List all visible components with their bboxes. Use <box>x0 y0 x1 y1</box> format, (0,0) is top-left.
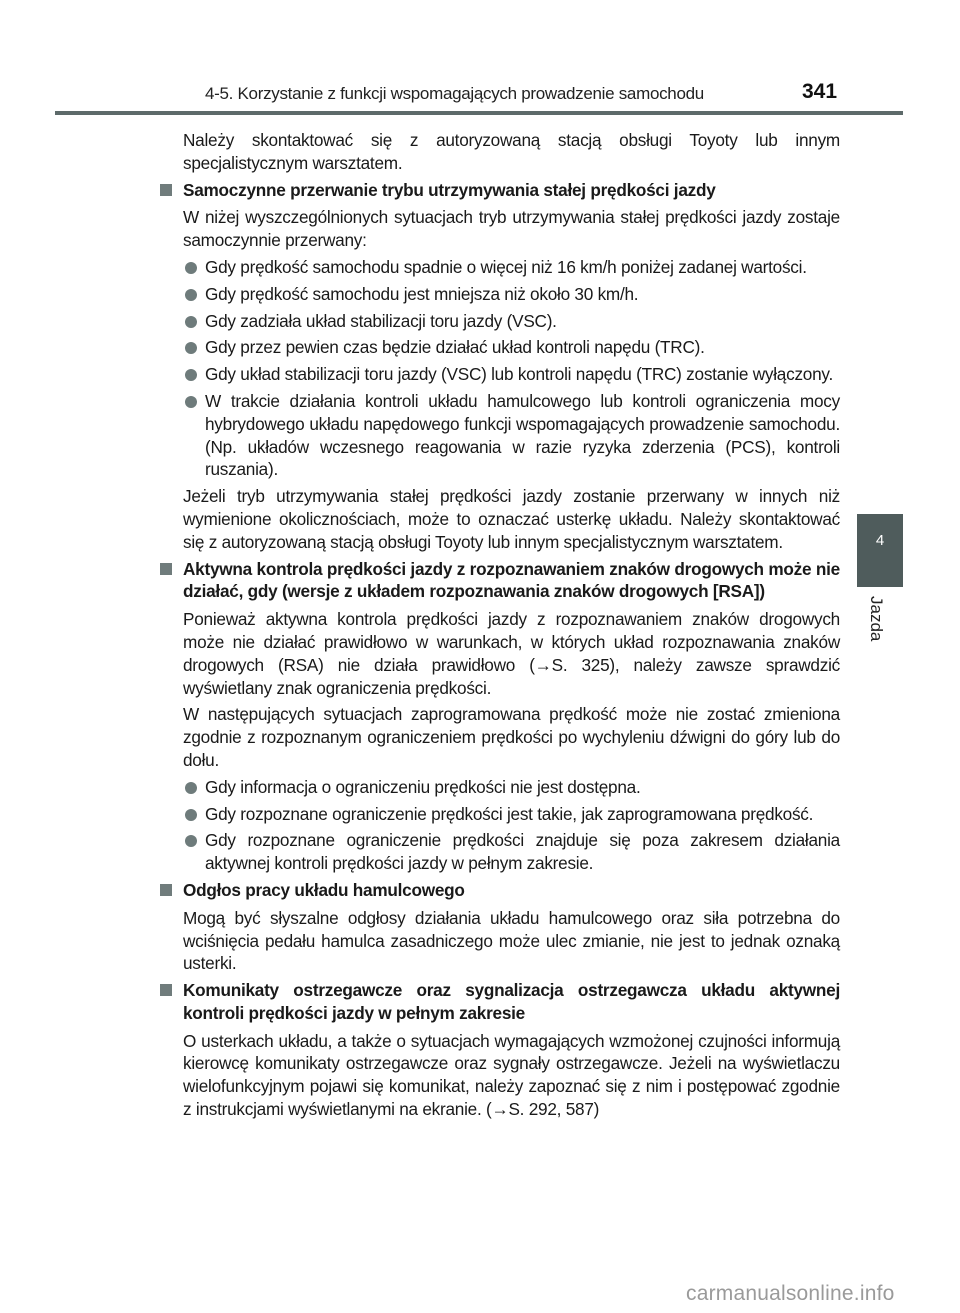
chapter-label: Jazda <box>867 596 886 642</box>
paragraph: O usterkach układu, a także o sytuacjach wymagających wzmożonej czujności informują kierowcę komunikaty ostrzegawcze oraz sygnały ostrzegawcze. Jeżeli na wyświetlaczu wielofunkcyjnym pojawi się komunikat, należy zapoznać się z nim i postępować zgodnie z instrukcjami wyświetlanymi na ekranie. (→S. 292, 587) <box>183 1030 840 1120</box>
list-item: Gdy przez pewien czas będzie działać układ kontroli napędu (TRC). <box>183 336 840 359</box>
square-bullet-icon <box>160 184 172 196</box>
circle-bullet-icon <box>185 316 197 328</box>
circle-bullet-icon <box>185 396 197 408</box>
section-heading: Komunikaty ostrzegawcze oraz sygnalizacja ostrzegawcza układu aktywnej kontroli prędkości jazdy w pełnym zakresie <box>160 979 840 1025</box>
circle-bullet-icon <box>185 289 197 301</box>
square-bullet-icon <box>160 563 172 575</box>
list-item: Gdy informacja o ograniczeniu prędkości nie jest dostępna. <box>183 776 840 799</box>
watermark: carmanualsonline.info <box>686 1282 895 1305</box>
chapter-tab[interactable] <box>857 514 903 587</box>
circle-bullet-icon <box>185 809 197 821</box>
chapter-number: 4 <box>875 532 885 549</box>
list-item: Gdy prędkość samochodu spadnie o więcej niż 16 km/h poniżej zadanej wartości. <box>183 256 840 279</box>
square-bullet-icon <box>160 884 172 896</box>
list-item: Gdy prędkość samochodu jest mniejsza niż około 30 km/h. <box>183 283 840 306</box>
paragraph: W niżej wyszczególnionych sytuacjach tryb utrzymywania stałej prędkości jazdy zostaje samoczynnie przerwany: <box>183 207 840 251</box>
paragraph: Należy skontaktować się z autoryzowaną stacją obsługi Toyoty lub innym specjalistycznym warsztatem. <box>183 130 840 173</box>
circle-bullet-icon <box>185 835 197 847</box>
list-item: Gdy rozpoznane ograniczenie prędkości jest takie, jak zaprogramowana prędkość. <box>183 803 840 826</box>
list-item: Gdy rozpoznane ograniczenie prędkości znajduje się poza zakresem działania aktywnej kontroli prędkości jazdy w pełnym zakresie. <box>183 829 840 875</box>
header-divider <box>55 111 903 115</box>
circle-bullet-icon <box>185 369 197 381</box>
page-content <box>160 129 840 1125</box>
section-title: 4-5. Korzystanie z funkcji wspomagających prowadzenie samochodu <box>205 84 704 103</box>
circle-bullet-icon <box>185 342 197 354</box>
paragraph: Jeżeli tryb utrzymywania stałej prędkości jazdy zostanie przerwany w innych niż wymienione okolicznościach, może to oznaczać usterkę układu. Należy skontaktować się z autoryzowaną stacją obsługi Toyoty lub innym specjalistycznym warsztatem. <box>183 486 840 552</box>
page-number: 341 <box>802 80 838 103</box>
list-item: Gdy układ stabilizacji toru jazdy (VSC) lub kontroli napędu (TRC) zostanie wyłączony. <box>183 363 840 386</box>
paragraph: Mogą być słyszalne odgłosy działania układu hamulcowego oraz siła potrzebna do wciśnięcia pedału hamulca zasadniczego może ulec zmianie, nie jest to jednak oznaką usterki. <box>183 907 840 974</box>
list-item: W trakcie działania kontroli układu hamulcowego lub kontroli ograniczenia mocy hybrydowego układu napędowego funkcji wspomagających prowadzenie samochodu. (Np. układów wczesnego reagowania w razie ryzyka zderzenia (PCS), kontroli ruszania). <box>183 390 840 481</box>
paragraph: Ponieważ aktywna kontrola prędkości jazdy z rozpoznawaniem znaków drogowych może nie działać prawidłowo w warunkach, w których układ rozpoznawania znaków drogowych (RSA) nie działa prawidłowo (→S. 325), należy zawsze sprawdzić wyświetlany znak ograniczenia prędkości. <box>183 609 840 698</box>
section-heading: Samoczynne przerwanie trybu utrzymywania stałej prędkości jazdy <box>160 179 840 202</box>
square-bullet-icon <box>160 984 172 996</box>
paragraph: W następujących sytuacjach zaprogramowana prędkość może nie zostać zmieniona zgodnie z rozpoznanym ograniczeniem prędkości po wychyleniu dźwigni do góry lub do dołu. <box>183 704 840 770</box>
section-heading: Aktywna kontrola prędkości jazdy z rozpoznawaniem znaków drogowych może nie działać, gdy (wersje z układem rozpoznawania znaków drogowych [RSA]) <box>160 558 840 604</box>
circle-bullet-icon <box>185 782 197 794</box>
circle-bullet-icon <box>185 262 197 274</box>
section-heading: Odgłos pracy układu hamulcowego <box>160 879 840 902</box>
list-item: Gdy zadziała układ stabilizacji toru jazdy (VSC). <box>183 310 840 333</box>
